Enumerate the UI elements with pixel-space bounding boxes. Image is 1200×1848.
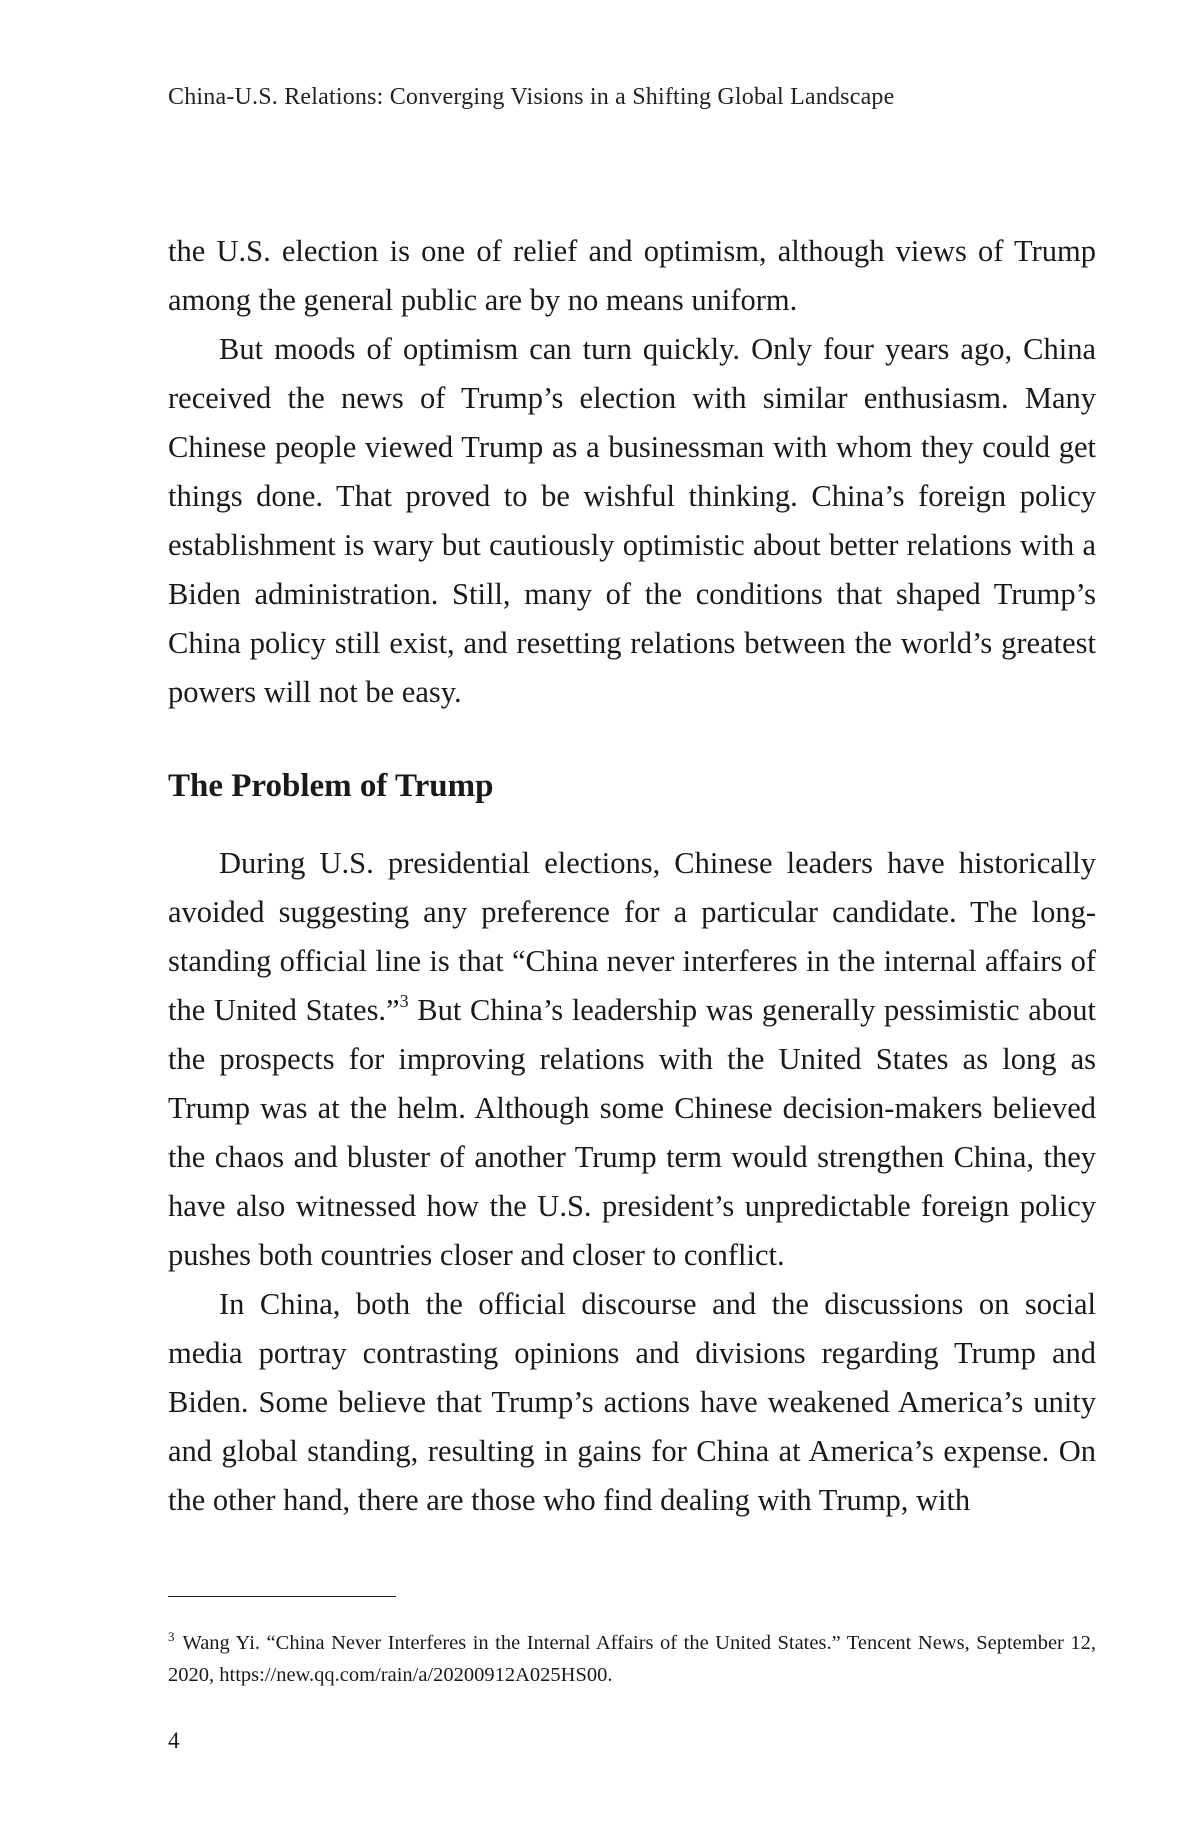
- section-paragraph: [168, 839, 1096, 1280]
- running-head: China-U.S. Relations: Converging Visions in a Shifting Global Landscape: [168, 84, 895, 110]
- footnote-reference: 3: [399, 990, 409, 1011]
- intro-text-block: [168, 227, 1096, 717]
- intro-paragraph-continued: the U.S. election is one of relief and optimism, although views of Trump among the general public are by no means uniform.: [168, 234, 1096, 317]
- section-paragraph-text: During U.S. presidential elections, Chinese leaders have historically avoided suggesting any preference for a particular candidate. The long-standing official line is that “China never interferes in the internal affairs of the United States.”: [168, 846, 1096, 1027]
- footnote: [168, 1627, 1096, 1691]
- footnote-divider: [168, 1596, 396, 1597]
- section-text-block: [168, 839, 1096, 1525]
- intro-paragraph: But moods of optimism can turn quickly. Only four years ago, China received the news of Trump’s election with similar enthusiasm. Many Chinese people viewed Trump as a businessman with whom they could get things done. That proved to be wishful thinking. China’s foreign policy establishment is wary but cautiously optimistic about better relations with a Biden administration. Still, many of the conditions that shaped Trump’s China policy still exist, and resetting relations between the world’s greatest powers will not be easy.: [168, 332, 1096, 709]
- section-paragraph-text-continued: But China’s leadership was generally pessimistic about the prospects for improving relations with the United States as long as Trump was at the helm. Although some Chinese decision-makers believed the chaos and bluster of another Trump term would strengthen China, they have also witnessed how the U.S. president’s unpredictable foreign policy pushes both countries closer and closer to conflict.: [168, 993, 1096, 1272]
- page-number: 4: [168, 1728, 180, 1753]
- section-paragraph: In China, both the official discourse and the discussions on social media portray contrasting opinions and divisions regarding Trump and Biden. Some believe that Trump’s actions have weakened America’s unity and global standing, resulting in gains for China at America’s expense. On the other hand, there are those who find dealing with Trump, with: [168, 1287, 1096, 1517]
- footnote-text: Wang Yi. “China Never Interferes in the Internal Affairs of the United States.” Tencent News, September 12, 2020, https://new.qq.com/rain/a/20200912A025HS00.: [168, 1632, 1096, 1686]
- section-heading: The Problem of Trump: [168, 768, 494, 804]
- footnote-marker: 3: [168, 1629, 175, 1645]
